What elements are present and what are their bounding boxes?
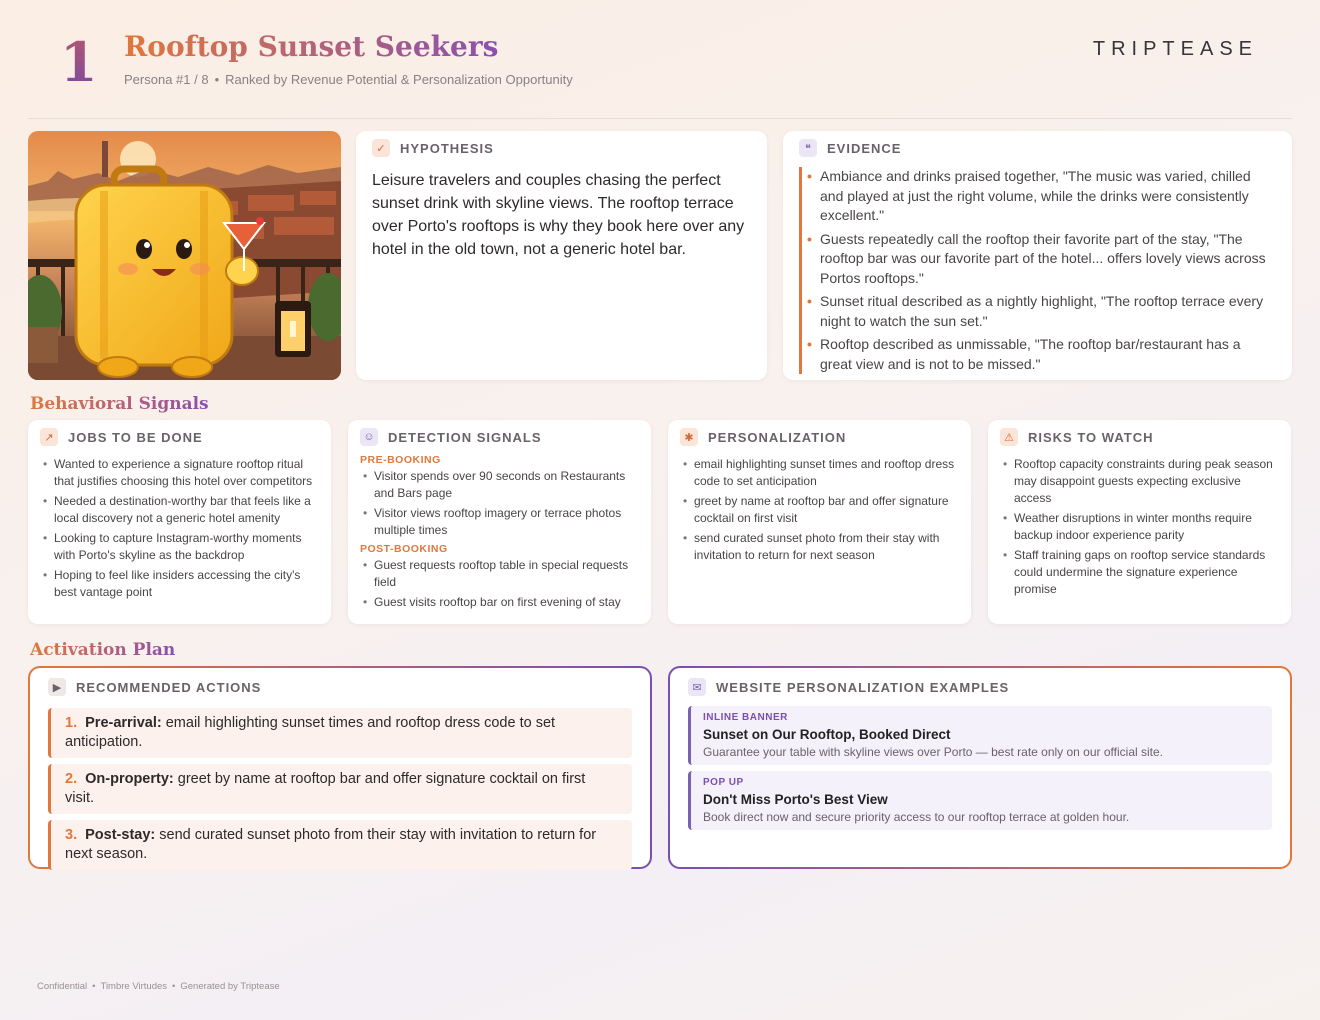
- list-item: • Needed a destination-worthy bar that feels like a local discovery not a generic hotel amenity: [40, 493, 319, 527]
- hypothesis-label: HYPOTHESIS: [400, 140, 494, 156]
- action-number: 1.: [65, 715, 78, 731]
- evidence-item: • Ambiance and drinks praised together, "The music was varied, chilled and played at just the right volume, while the drinks were consistently excellent.": [820, 167, 1276, 226]
- footer-confidential: Confidential: [37, 981, 88, 992]
- list-item: • Staff training gaps on rooftop service standards could undermine the signature experience promise: [1000, 547, 1279, 598]
- brand-logo: TRIPTEASE: [1092, 38, 1258, 60]
- risks-list: [1000, 456, 1279, 598]
- action-text: email highlighting sunset times and rooftop dress code to set anticipation.: [65, 715, 556, 750]
- evidence-card: [783, 131, 1292, 380]
- jobs-to-be-done-card: [28, 420, 331, 624]
- post-booking-label: POST-BOOKING: [360, 543, 448, 555]
- personalization-label: PERSONALIZATION: [708, 429, 847, 445]
- action-text: greet by name at rooftop bar and offer signature cocktail on first visit.: [65, 771, 586, 806]
- list-item: • Guest requests rooftop table in special requests field: [360, 557, 639, 591]
- separator-dot: •: [92, 981, 96, 992]
- evidence-label: EVIDENCE: [827, 140, 902, 156]
- jobs-label: JOBS TO BE DONE: [68, 429, 203, 445]
- list-item: • Rooftop capacity constraints during peak season may disappoint guests expecting exclusive access: [1000, 456, 1279, 507]
- action-number: 3.: [65, 827, 78, 843]
- risks-card: [988, 420, 1291, 624]
- evidence-list: [799, 167, 1276, 374]
- persona-index: Persona #1 / 8: [124, 72, 209, 87]
- website-label: WEBSITE PERSONALIZATION EXAMPLES: [716, 679, 1010, 695]
- page-title: Rooftop Sunset Seekers: [124, 30, 499, 63]
- website-header: [688, 678, 1272, 696]
- risks-header: [1000, 428, 1279, 446]
- post-booking-list: [360, 557, 639, 611]
- personalization-card: [668, 420, 971, 624]
- risks-label: RISKS TO WATCH: [1028, 429, 1154, 445]
- action-key: Pre-arrival:: [85, 715, 162, 731]
- list-item: • Wanted to experience a signature rooftop ritual that justifies choosing this hotel over competitors: [40, 456, 319, 490]
- arrow-up-right-icon: ↗: [40, 428, 58, 446]
- example-headline: Don't Miss Porto's Best View: [703, 792, 888, 807]
- evidence-item: • Sunset ritual described as a nightly highlight, "The rooftop terrace every night to watch the sun set.": [820, 292, 1276, 331]
- recommended-header: [48, 678, 632, 696]
- action-key: Post-stay:: [85, 827, 156, 843]
- pre-booking-list: [360, 468, 639, 539]
- example-body: Book direct now and secure priority access to our rooftop terrace at golden hour.: [703, 810, 1130, 824]
- footer: [37, 981, 280, 992]
- list-item: • Visitor views rooftop imagery or terrace photos multiple times: [360, 505, 639, 539]
- header-divider: [28, 118, 1292, 119]
- example-type: INLINE BANNER: [703, 712, 788, 723]
- footer-generated: Generated by Triptease: [180, 981, 280, 992]
- personalization-list: [680, 456, 959, 564]
- separator-dot: •: [214, 72, 220, 87]
- evidence-item: • Guests repeatedly call the rooftop their favorite part of the stay, "The rooftop bar was our favorite part of the hotel... offers lovely views across Portos rooftops.": [820, 230, 1276, 289]
- envelope-icon: ✉: [688, 678, 706, 696]
- action-item: [48, 708, 632, 758]
- list-item: • email highlighting sunset times and rooftop dress code to set anticipation: [680, 456, 959, 490]
- smile-icon: ☺: [360, 428, 378, 446]
- page-subtitle: [124, 72, 573, 87]
- check-icon: ✓: [372, 139, 390, 157]
- jobs-header: [40, 428, 319, 446]
- activation-plan-title: Activation Plan: [30, 640, 176, 660]
- quote-icon: ❝: [799, 139, 817, 157]
- behavioral-signals-title: Behavioral Signals: [30, 394, 209, 414]
- warning-icon: ⚠: [1000, 428, 1018, 446]
- recommended-label: RECOMMENDED ACTIONS: [76, 679, 262, 695]
- detection-header: [360, 428, 639, 446]
- hypothesis-header: [372, 139, 751, 157]
- suitcase-mascot-illustration: [28, 131, 341, 380]
- example-body: Guarantee your table with skyline views over Porto — best rate only on our official site.: [703, 745, 1164, 759]
- action-item: [48, 764, 632, 814]
- persona-number: 1: [60, 30, 98, 94]
- hypothesis-card: [356, 131, 767, 380]
- list-item: • Weather disruptions in winter months require backup indoor experience parity: [1000, 510, 1279, 544]
- list-item: • Guest visits rooftop bar on first evening of stay: [360, 594, 639, 611]
- evidence-header: [799, 139, 1276, 157]
- action-item: [48, 820, 632, 870]
- ranking-note: Ranked by Revenue Potential & Personalization Opportunity: [225, 72, 573, 87]
- personalization-header: [680, 428, 959, 446]
- detection-label: DETECTION SIGNALS: [388, 429, 542, 445]
- list-item: • greet by name at rooftop bar and offer signature cocktail on first visit: [680, 493, 959, 527]
- separator-dot: •: [172, 981, 176, 992]
- example-headline: Sunset on Our Rooftop, Booked Direct: [703, 727, 951, 742]
- persona-illustration: [28, 131, 341, 380]
- list-item: • Hoping to feel like insiders accessing the city's best vantage point: [40, 567, 319, 601]
- list-item: • Looking to capture Instagram-worthy moments with Porto's skyline as the backdrop: [40, 530, 319, 564]
- jobs-list: [40, 456, 319, 601]
- footer-client: Timbre Virtudes: [100, 981, 168, 992]
- website-example: [688, 706, 1272, 765]
- action-text: send curated sunset photo from their stay with invitation to return for next season.: [65, 827, 597, 862]
- example-type: POP UP: [703, 777, 744, 788]
- website-example: [688, 771, 1272, 830]
- list-item: • Visitor spends over 90 seconds on Restaurants and Bars page: [360, 468, 639, 502]
- evidence-item: • Rooftop described as unmissable, "The rooftop bar/restaurant has a great view and is not to be missed.": [820, 335, 1276, 374]
- website-personalization-card: [668, 666, 1292, 869]
- list-item: • send curated sunset photo from their stay with invitation to return for next season: [680, 530, 959, 564]
- play-icon: ▶: [48, 678, 66, 696]
- action-key: On-property:: [85, 771, 174, 787]
- hypothesis-text: Leisure travelers and couples chasing the perfect sunset drink with skyline views. The rooftop terrace over Porto's rooftops is why they book here over any hotel in the old town, not a generic hotel bar.: [372, 172, 745, 258]
- asterisk-icon: ✱: [680, 428, 698, 446]
- pre-booking-label: PRE-BOOKING: [360, 454, 441, 466]
- action-number: 2.: [65, 771, 78, 787]
- detection-signals-card: [348, 420, 651, 624]
- recommended-actions-card: [28, 666, 652, 869]
